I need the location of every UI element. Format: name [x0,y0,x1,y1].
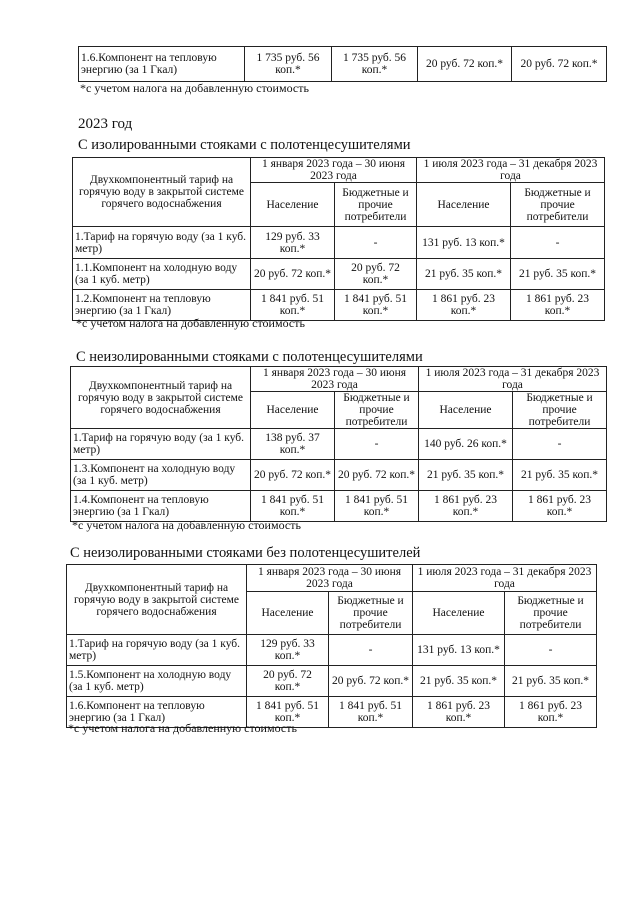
cell-value: 1 841 руб. 51 коп.* [335,290,417,321]
cell-value: 1 861 руб. 23 коп.* [419,491,513,522]
corner-header: Двухкомпонентный тариф на горячую воду в закрытой системе горячего водоснабжения [67,565,247,635]
col-header-budget: Бюджетные и прочие потребители [335,392,419,429]
footnote: *с учетом налога на добавленную стоимость [68,721,297,735]
table-header-row [71,367,607,392]
cell-value: 21 руб. 35 коп.* [417,259,511,290]
table-header-row [67,565,597,592]
cell-value: - [505,635,597,666]
cell-value: 1 735 руб. 56 коп.* [332,47,418,82]
cell-value: - [329,635,413,666]
cell-value: 131 руб. 13 коп.* [417,227,511,259]
cell-value: 20 руб. 72 коп.* [335,460,419,491]
cell-value: 1 861 руб. 23 коп.* [413,697,505,728]
cell-value: 20 руб. 72 коп.* [335,259,417,290]
row-label: 1.Тариф на горячую воду (за 1 куб. метр) [67,635,247,666]
cell-value: 21 руб. 35 коп.* [419,460,513,491]
cell-value: - [335,429,419,460]
cell-value: 1 861 руб. 23 коп.* [511,290,605,321]
section-title: С неизолированными стояками с полотенцесушителями [76,349,423,365]
period-header: 1 января 2023 года – 30 июня 2023 года [247,565,413,592]
table-row [67,666,597,697]
col-header-population: Население [413,592,505,635]
table-row [71,429,607,460]
cell-value: 131 руб. 13 коп.* [413,635,505,666]
cell-value: 1 861 руб. 23 коп.* [505,697,597,728]
cell-value: 20 руб. 72 коп.* [251,259,335,290]
period-header: 1 июля 2023 года – 31 декабря 2023 года [413,565,597,592]
cell-value: 20 руб. 72 коп.* [329,666,413,697]
cell-value: 21 руб. 35 коп.* [511,259,605,290]
row-label: 1.3.Компонент на холодную воду (за 1 куб. метр) [71,460,251,491]
cell-value: 20 руб. 72 коп.* [418,47,512,82]
tariff-table [70,366,607,522]
row-label: 1.2.Компонент на тепловую энергию (за 1 Гкал) [73,290,251,321]
table-row [67,635,597,666]
cell-value: 21 руб. 35 коп.* [413,666,505,697]
row-label: 1.6.Компонент на тепловую энергию (за 1 Гкал) [67,697,247,728]
col-header-population: Население [417,183,511,227]
row-label: 1.Тариф на горячую воду (за 1 куб. метр) [71,429,251,460]
cell-value: 129 руб. 33 коп.* [251,227,335,259]
col-header-population: Население [247,592,329,635]
cell-value: - [335,227,417,259]
col-header-budget: Бюджетные и прочие потребители [513,392,607,429]
table-row [71,460,607,491]
cell-value: 21 руб. 35 коп.* [513,460,607,491]
footnote: *с учетом налога на добавленную стоимость [76,316,305,330]
row-label: 1.6.Компонент на тепловую энергию (за 1 Гкал) [79,47,245,82]
period-header: 1 июля 2023 года – 31 декабря 2023 года [417,158,605,183]
cell-value: 20 руб. 72 коп.* [251,460,335,491]
cell-value: 1 841 руб. 51 коп.* [335,491,419,522]
row-label: 1.5.Компонент на холодную воду (за 1 куб. метр) [67,666,247,697]
top-table-fragment [78,46,607,82]
corner-header: Двухкомпонентный тариф на горячую воду в закрытой системе горячего водоснабжения [73,158,251,227]
period-header: 1 января 2023 года – 30 июня 2023 года [251,367,419,392]
cell-value: 1 841 руб. 51 коп.* [247,697,329,728]
footnote: *с учетом налога на добавленную стоимость [80,81,309,95]
cell-value: 1 735 руб. 56 коп.* [245,47,332,82]
row-label: 1.1.Компонент на холодную воду (за 1 куб. метр) [73,259,251,290]
table-row [73,227,605,259]
col-header-population: Население [419,392,513,429]
cell-value: 1 841 руб. 51 коп.* [329,697,413,728]
col-header-budget: Бюджетные и прочие потребители [511,183,605,227]
cell-value: 1 861 руб. 23 коп.* [513,491,607,522]
cell-value: 138 руб. 37 коп.* [251,429,335,460]
cell-value: 129 руб. 33 коп.* [247,635,329,666]
section-title: С изолированными стояками с полотенцесушителями [78,137,411,153]
period-header: 1 января 2023 года – 30 июня 2023 года [251,158,417,183]
cell-value: 21 руб. 35 коп.* [505,666,597,697]
footnote: *с учетом налога на добавленную стоимость [72,518,301,532]
table-header-row [73,158,605,183]
table-row [79,47,607,82]
table-row [73,259,605,290]
tariff-table [72,157,605,321]
cell-value: 20 руб. 72 коп.* [247,666,329,697]
cell-value: 1 841 руб. 51 коп.* [251,491,335,522]
cell-value: 1 861 руб. 23 коп.* [417,290,511,321]
row-label: 1.Тариф на горячую воду (за 1 куб. метр) [73,227,251,259]
row-label: 1.4.Компонент на тепловую энергию (за 1 Гкал) [71,491,251,522]
col-header-budget: Бюджетные и прочие потребители [335,183,417,227]
cell-value: 20 руб. 72 коп.* [512,47,607,82]
tariff-table [66,564,597,728]
col-header-budget: Бюджетные и прочие потребители [505,592,597,635]
table-row [71,491,607,522]
col-header-population: Население [251,392,335,429]
corner-header: Двухкомпонентный тариф на горячую воду в закрытой системе горячего водоснабжения [71,367,251,429]
cell-value: 1 841 руб. 51 коп.* [251,290,335,321]
col-header-population: Население [251,183,335,227]
col-header-budget: Бюджетные и прочие потребители [329,592,413,635]
period-header: 1 июля 2023 года – 31 декабря 2023 года [419,367,607,392]
cell-value: 140 руб. 26 коп.* [419,429,513,460]
cell-value: - [511,227,605,259]
cell-value: - [513,429,607,460]
year-heading: 2023 год [78,116,133,132]
section-title: С неизолированными стояками без полотенцесушителей [70,545,421,561]
